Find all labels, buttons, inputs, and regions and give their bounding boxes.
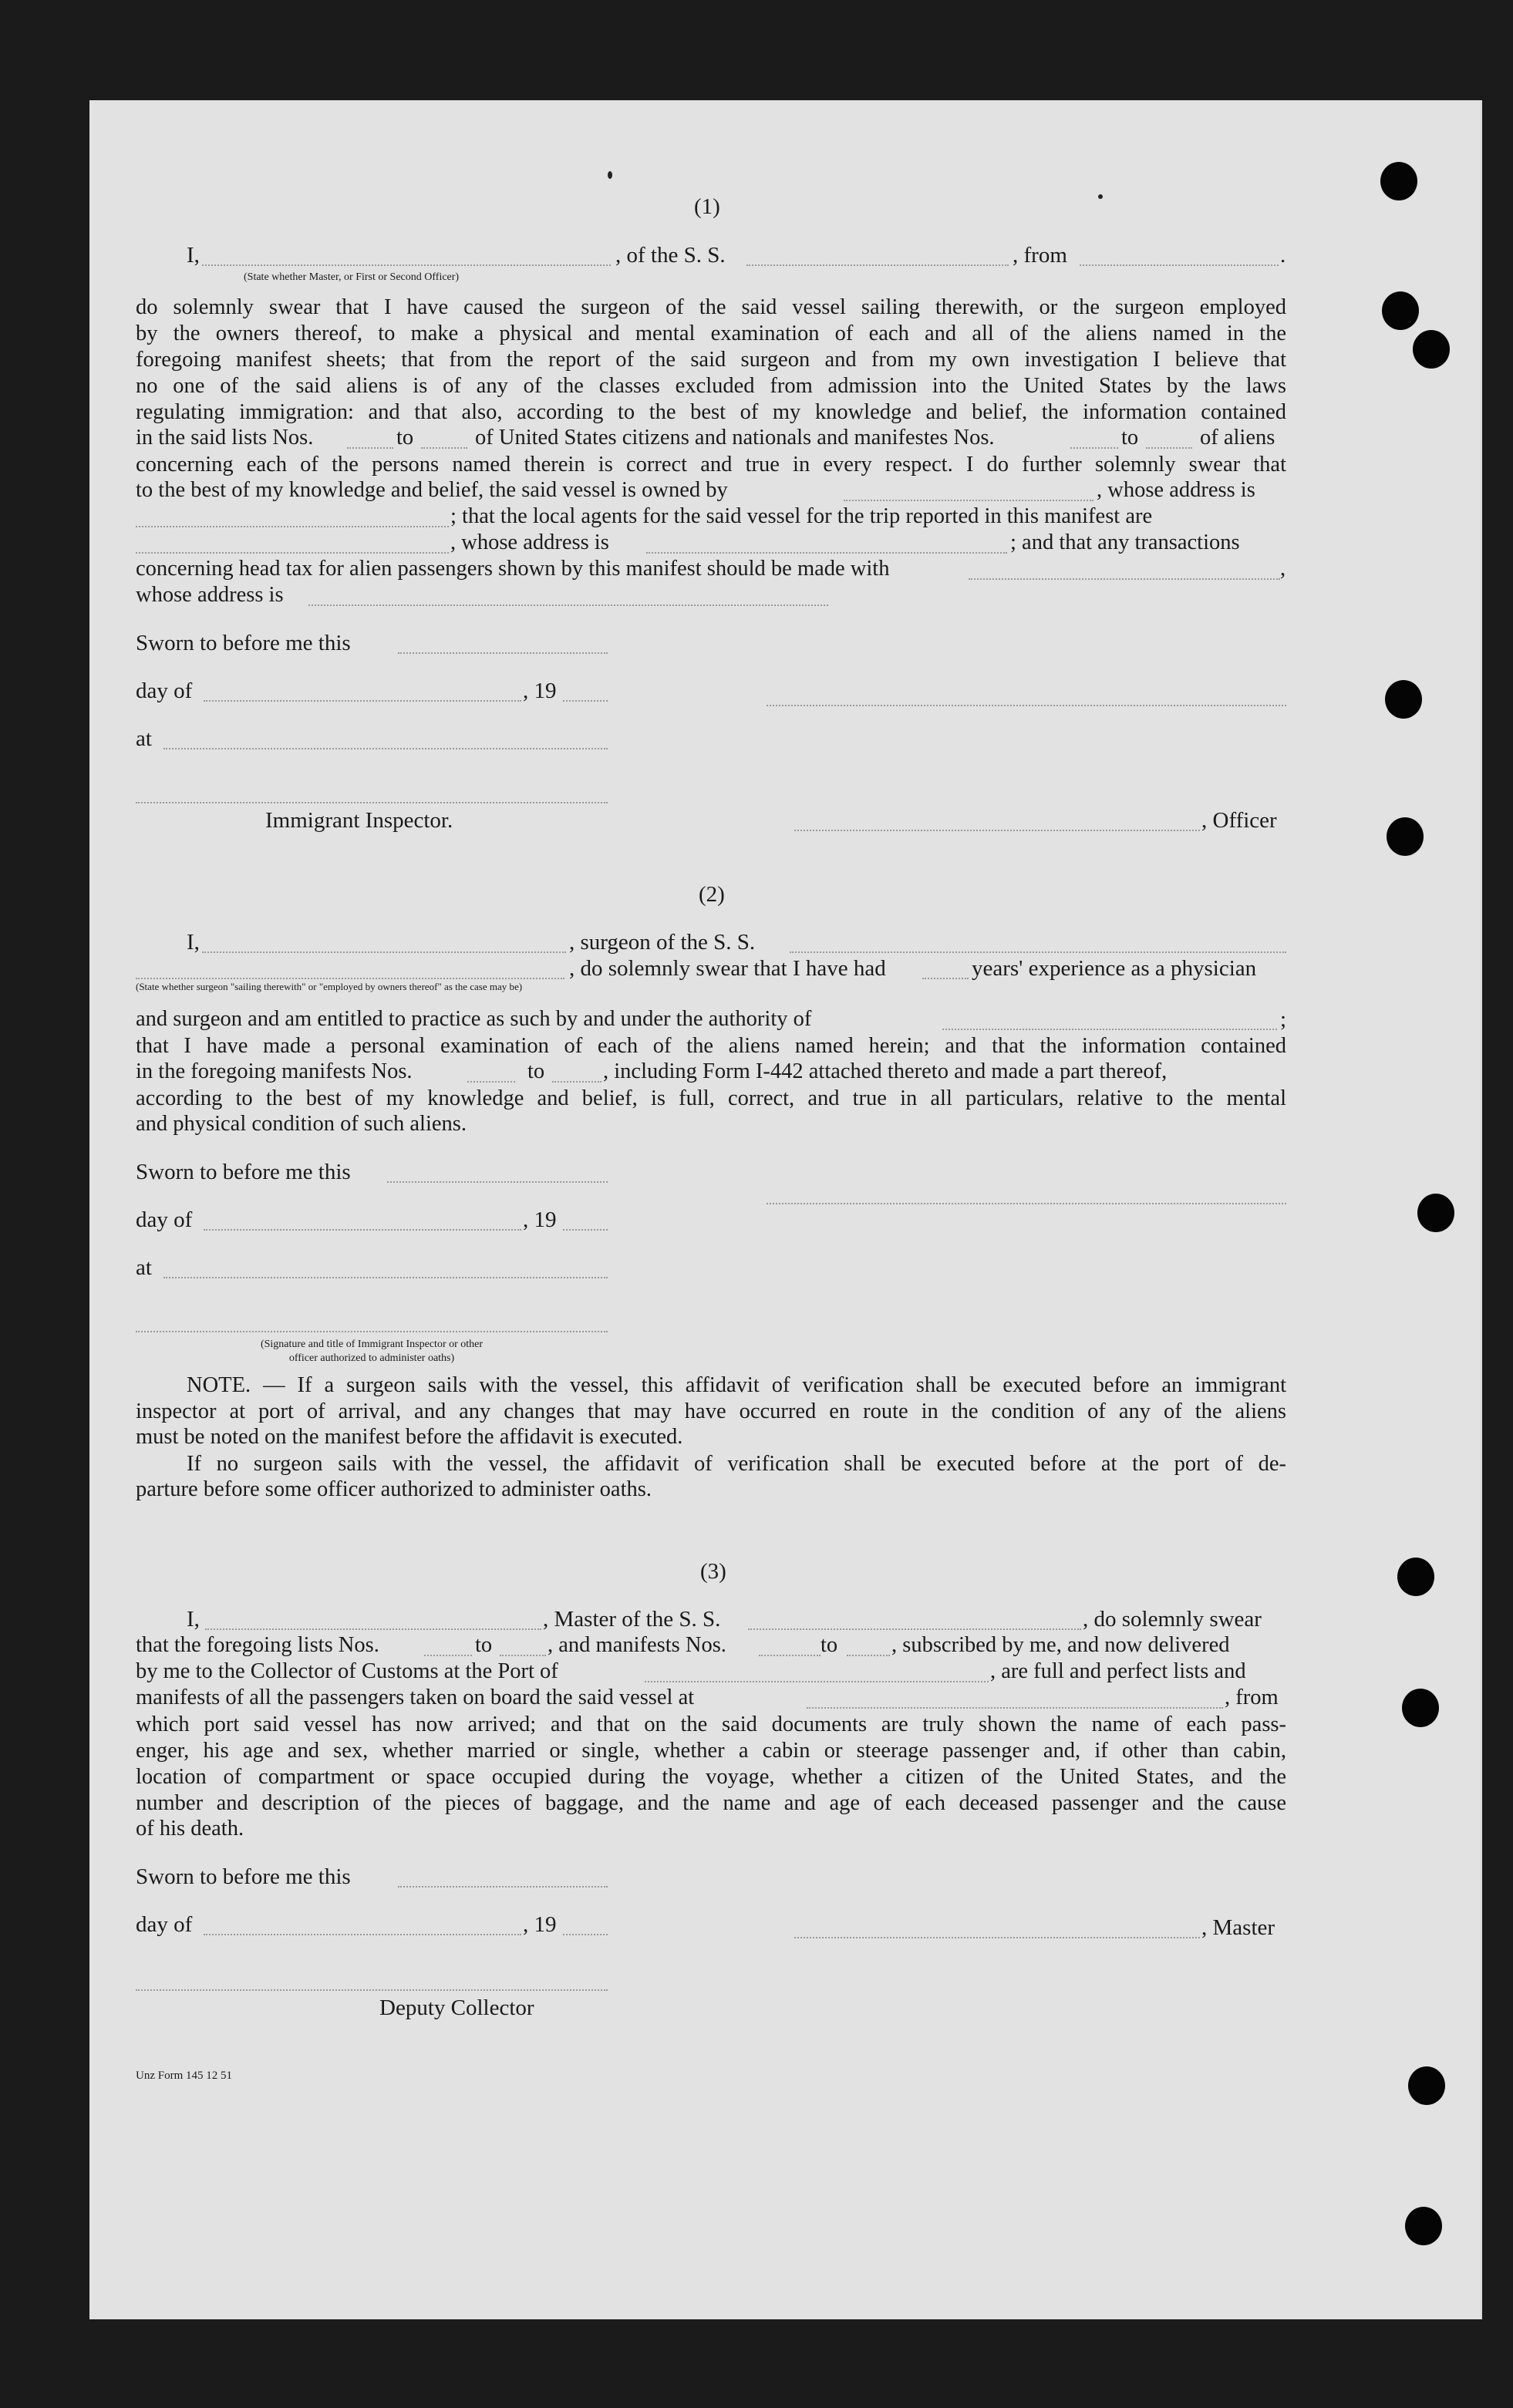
s2-line-3c: , including Form I-442 attached thereto and made a part thereof, [603,1059,1168,1083]
s2-note-line-4: If no surgeon sails with the vessel, the affidavit of verification shall be executed before at the port of de- [187,1452,1286,1476]
s3-master-sig-field [794,1937,1200,1938]
form-number: Unz Form 145 12 51 [136,2070,232,2082]
s3-line-1e: , subscribed by me, and now delivered [891,1633,1230,1657]
s2-line-3a: in the foregoing manifests Nos. [136,1059,413,1083]
s3-year-field [563,1934,608,1935]
s3-line-1c: , and manifests Nos. [548,1633,726,1657]
s3-master: , Master of the S. S. [543,1607,721,1632]
s2-line-3b: to [527,1059,545,1083]
punch-hole [1397,1558,1434,1596]
s1-line-6d: to [1121,426,1139,450]
s2-surgeon-type-field [136,978,564,979]
s1-sworn-field [398,652,608,654]
s1-officer-label: , Officer [1201,808,1277,833]
s1-line-3: foregoing manifest sheets; that from the report of the said surgeon and from my own investigation I believe that [136,348,1286,372]
s1-owner-address-field [136,526,449,527]
s2-line-1-end: ; [1280,1007,1287,1032]
s1-line-6c: of United States citizens and nationals and manifestes Nos. [475,426,995,450]
s1-line-11: concerning head tax for alien passengers shown by this manifest should be made with [136,557,890,581]
s2-years-field [922,978,969,979]
s1-line-6a: in the said lists Nos. [136,426,314,450]
s3-line-1a: that the foregoing lists Nos. [136,1633,379,1657]
s2-manifest-to-field [552,1081,601,1083]
s2-note-line-5: parture before some officer authorized to administer oaths. [136,1477,652,1501]
s2-note-surgeon: (State whether surgeon "sailing therewith" or "employed by owners thereof" as the case may be) [136,981,523,992]
s3-line-1d: to [821,1633,838,1657]
s1-day-field [204,700,521,702]
s3-line-2a: by me to the Collector of Customs at the Port of [136,1659,558,1683]
s3-day-of: day of [136,1912,193,1937]
s2-line-1: and surgeon and am entitled to practice as such by and under the authority of [136,1007,812,1031]
s2-sworn-field [387,1181,608,1183]
s1-officer-field [202,264,611,266]
s1-inspector-sig-field [136,802,608,803]
s1-ship-field [746,264,1009,266]
s3-line-4: which port said vessel has now arrived; and that on the said documents are truly shown the name of each pass- [136,1713,1286,1736]
s1-at: at [136,726,152,751]
s3-deputy-label: Deputy Collector [379,1995,534,2020]
s1-headtax-field [969,578,1280,580]
s3-line-2b: , are full and perfect lists and [990,1659,1246,1683]
s3-ship-field [748,1628,1081,1630]
s3-line-3a: manifests of all the passengers taken on board the said vessel at [136,1686,695,1709]
s1-line-10b: ; and that any transactions [1010,530,1240,554]
s1-year: , 19 [523,679,557,703]
s1-line-5: regulating immigration: and that also, according to the best of my knowledge and belief, the information contained [136,400,1286,424]
s3-line-8: of his death. [136,1817,244,1841]
s1-lists-from-field [347,447,393,449]
s2-surgeon-signature [767,1203,1286,1204]
s1-signature-line-a [767,705,1286,706]
s3-boarded-at-field [807,1707,1223,1709]
s1-headtax-address-field [308,605,828,606]
s1-i: I, [187,243,200,268]
s3-master-label: , Master [1201,1915,1275,1940]
s1-agents-address-field [646,552,1007,554]
s2-official-signature [136,1331,608,1332]
s1-officer-sig-field [794,830,1200,831]
s1-line-2: by the owners thereof, to make a physical and mental examination of each and all of the aliens named in the [136,322,1286,345]
punch-hole [1387,817,1424,856]
punch-hole [1417,1194,1454,1232]
s3-manifests-from-field [759,1655,821,1656]
s2-line-5: and physical condition of such aliens. [136,1112,467,1136]
section-number-1: (1) [694,194,720,219]
s3-sworn: Sworn to before me this [136,1864,351,1889]
s2-day-field [204,1229,521,1231]
s1-period: . [1280,243,1286,268]
s2-ship-field [790,951,1286,953]
s2-day-of: day of [136,1207,193,1232]
s1-line-11-end: , [1280,557,1286,581]
s1-line-8b: , whose address is [1097,478,1255,502]
s2-note-line-1: NOTE. — If a surgeon sails with the vessel, this affidavit of verification shall be executed before an immigrant [187,1373,1286,1397]
s3-i: I, [187,1607,200,1632]
s2-sworn: Sworn to before me this [136,1160,351,1184]
s3-year: , 19 [523,1912,557,1937]
s3-lists-to-field [500,1655,546,1656]
s3-line-7: number and description of the pieces of baggage, and the name and age of each deceased passenger and the cause [136,1791,1286,1815]
s1-at-field [163,748,608,749]
s3-line-1b: to [475,1633,493,1657]
punch-hole [1413,330,1450,369]
s1-line-1: do solemnly swear that I have caused the surgeon of the said vessel sailing therewith, or the surgeon employed [136,295,1286,319]
s1-line-7: concerning each of the persons named therein is correct and true in every respect. I do further solemnly swear that [136,453,1286,477]
s3-name-field [205,1628,541,1630]
punch-hole [1402,1689,1439,1727]
punch-hole [1380,162,1417,200]
section-number-3: (3) [700,1559,726,1584]
s2-authority-field [942,1029,1277,1030]
s2-swear: , do solemnly swear that I have had [569,956,886,981]
s1-line-6b: to [396,426,414,450]
s2-year: , 19 [523,1207,557,1232]
s1-line-10a: , whose address is [450,530,609,554]
s2-line-2: that I have made a personal examination of each of the aliens named herein; and that the information contained [136,1034,1286,1058]
s2-i: I, [187,930,200,955]
s1-manifest-to-field [1146,447,1192,449]
punch-hole [1405,2207,1442,2245]
s1-lists-to-field [421,447,467,449]
s1-from-field [1080,264,1279,266]
s1-day-of: day of [136,679,193,703]
s2-line-4: according to the best of my knowledge and belief, is full, correct, and true in all particulars, relative to the mental [136,1086,1286,1110]
s1-from: , from [1013,243,1067,268]
s3-lists-from-field [424,1655,472,1656]
s3-line-3b: , from [1225,1686,1279,1709]
s1-line-9: ; that the local agents for the said vessel for the trip reported in this manifest are [450,504,1153,528]
s2-name-field [202,951,566,953]
s2-years: years' experience as a physician [972,956,1257,981]
ink-speck [1098,194,1103,199]
s1-manifest-from-field [1070,447,1118,449]
s3-day-field [204,1934,521,1935]
s1-of-ss: , of the S. S. [615,243,726,268]
s1-agents-field [136,552,449,554]
s1-owner-field [844,500,1093,501]
s1-year-field [563,700,608,702]
s1-line-4: no one of the said aliens is of any of the classes excluded from admission into the United States by the laws [136,374,1286,398]
s3-line-5: enger, his age and sex, whether married or single, whether a cabin or steerage passenger and, if other than cabin, [136,1739,1286,1763]
s1-line-12: whose address is [136,583,284,607]
s2-note-line-3: must be noted on the manifest before the affidavit is executed. [136,1425,683,1449]
punch-hole [1408,2066,1445,2105]
s3-deputy-sig-field [136,1989,608,1991]
punch-hole [1382,291,1419,330]
s3-swear: , do solemnly swear [1083,1607,1262,1632]
s2-sig-note-2: officer authorized to administer oaths) [288,1352,455,1364]
s2-surgeon: , surgeon of the S. S. [569,930,756,955]
s2-at-field [163,1277,608,1278]
s2-year-field [563,1229,608,1231]
s3-manifests-to-field [847,1655,890,1656]
ink-speck [608,171,612,179]
section-number-2: (2) [699,882,725,907]
s3-sworn-field [398,1886,608,1888]
s3-port-field [645,1681,989,1682]
s2-at: at [136,1255,152,1280]
s2-manifest-from-field [467,1081,515,1083]
s1-sworn: Sworn to before me this [136,631,351,655]
s1-line-6e: of aliens [1200,426,1275,450]
s1-line-8a: to the best of my knowledge and belief, the said vessel is owned by [136,478,728,502]
s2-sig-note-1: (Signature and title of Immigrant Inspector or other [260,1339,484,1350]
s3-line-6: location of compartment or space occupied during the voyage, whether a citizen of the United States, and the [136,1765,1286,1789]
s2-note-line-2: inspector at port of arrival, and any changes that may have occurred en route in the condition of any of the aliens [136,1399,1286,1423]
s1-inspector-label: Immigrant Inspector. [265,808,453,833]
punch-hole [1385,680,1422,719]
s1-note-master: (State whether Master, or First or Second Officer) [244,271,460,283]
